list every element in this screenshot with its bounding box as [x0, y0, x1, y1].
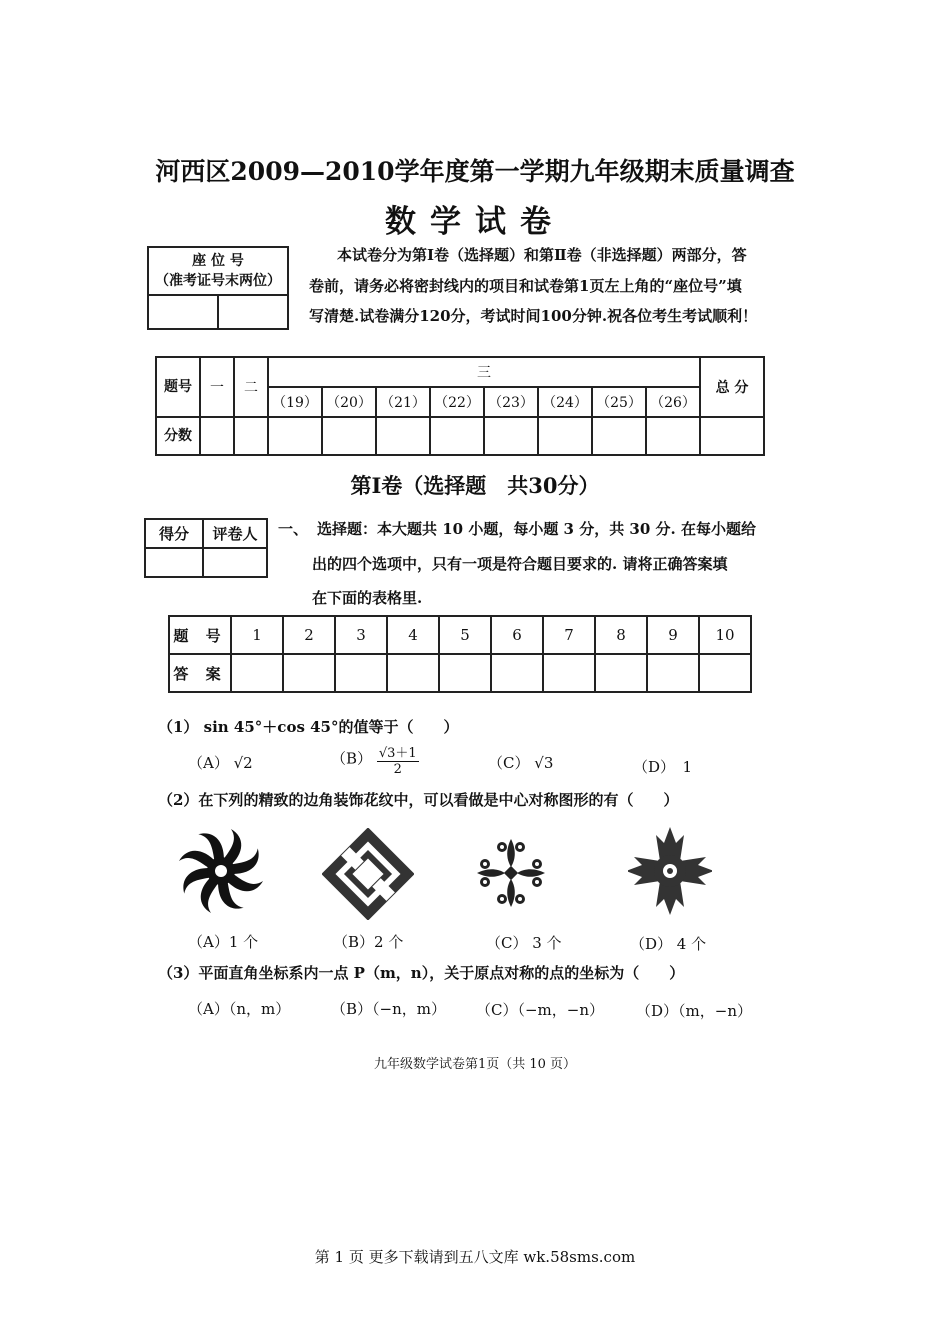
score-cell[interactable] [592, 417, 646, 455]
exam-subtitle: 数学试卷 [385, 204, 565, 240]
score-sub-26: （26） [646, 387, 700, 417]
answer-cell[interactable] [283, 654, 335, 692]
score-cell[interactable] [484, 417, 538, 455]
grader-score-label: 得分 [145, 519, 203, 548]
score-sub-20: （20） [322, 387, 376, 417]
score-sub-22: （22） [430, 387, 484, 417]
figure-a-pinwheel-ornament [178, 826, 264, 916]
option-b-label: （B） [331, 749, 373, 768]
figure-c-fleur-ornament [466, 830, 556, 916]
answer-number: 10 [699, 616, 751, 654]
seat-number-label [148, 247, 288, 295]
score-sub-25: （25） [592, 387, 646, 417]
answer-cell[interactable] [387, 654, 439, 692]
answer-number: 7 [543, 616, 595, 654]
question-3-stem: （3）平面直角坐标系内一点 P（m，n），关于原点对称的点的坐标为（ ） [158, 964, 685, 982]
question-1-option-a [188, 752, 253, 773]
answer-number: 4 [387, 616, 439, 654]
instruction-line-3: 在下面的表格里. [312, 589, 423, 607]
option-c-value: √3 [534, 754, 554, 772]
section-heading: 第Ⅰ卷（选择题 共30分） [350, 473, 600, 498]
answer-cell[interactable] [647, 654, 699, 692]
answer-number: 8 [595, 616, 647, 654]
page-footer: 九年级数学试卷第1页（共 10 页） [373, 1057, 577, 1072]
answer-cell[interactable] [595, 654, 647, 692]
question-2-stem: （2）在下列的精致的边角装饰花纹中，可以看做是中心对称图形的有（ ） [158, 791, 679, 809]
grader-box [144, 518, 268, 578]
option-a-value: √2 [233, 754, 253, 772]
option-b-denominator: 2 [393, 762, 402, 777]
figure-a-caption: （A）1 个 [188, 933, 259, 951]
answer-cell[interactable] [439, 654, 491, 692]
seat-digit-cell-1[interactable] [148, 295, 218, 329]
option-b-fraction [377, 742, 419, 777]
seat-digit-cell-2[interactable] [218, 295, 288, 329]
answer-cell[interactable] [491, 654, 543, 692]
answer-cell[interactable] [335, 654, 387, 692]
seat-number-box [147, 246, 289, 330]
figure-b-caption: （B）2 个 [333, 933, 404, 951]
question-3-option-a: （A）（n，m） [188, 1000, 291, 1018]
download-note: 第 1 页 更多下载请到五八文库 wk.58sms.com [314, 1248, 636, 1266]
score-header-total: 总 分 [700, 357, 764, 417]
score-sub-23: （23） [484, 387, 538, 417]
score-header-section-3: 三 [268, 357, 700, 387]
score-cell[interactable] [646, 417, 700, 455]
answer-cell[interactable] [231, 654, 283, 692]
question-3-option-c: （C）（−m，−n） [476, 1001, 604, 1019]
seat-number-hint: （准考证号末两位） [155, 273, 281, 289]
question-1-option-b [331, 742, 419, 777]
score-sub-19: （19） [268, 387, 322, 417]
score-cell[interactable] [430, 417, 484, 455]
instruction-line-1: 选择题：本大题共 10 小题，每小题 3 分，共 30 分. 在每小题给 [317, 520, 756, 538]
figure-b-knot-ornament [322, 828, 414, 920]
score-cell[interactable] [322, 417, 376, 455]
score-cell[interactable] [538, 417, 592, 455]
answer-table [168, 615, 752, 693]
question-3-option-b: （B）（−n，m） [331, 1000, 446, 1018]
score-cell[interactable] [234, 417, 268, 455]
answer-number: 2 [283, 616, 335, 654]
intro-line-2: 卷前，请务必将密封线内的项目和试卷第1页左上角的“座位号”填 [309, 277, 742, 295]
answer-cell[interactable] [543, 654, 595, 692]
instruction-line-2: 出的四个选项中，只有一项是符合题目要求的. 请将正确答案填 [312, 555, 728, 573]
instruction-number: 一、 [278, 520, 309, 538]
question-1-option-d: （D） 1 [633, 758, 693, 776]
option-a-label: （A） [188, 754, 229, 772]
figure-c-caption: （C） 3 个 [486, 934, 562, 952]
exam-title: 河西区2009—2010学年度第一学期九年级期末质量调查 [155, 157, 795, 186]
score-header-section-2: 二 [234, 357, 268, 417]
answer-table-header-label: 题 号 [169, 616, 231, 654]
score-cell[interactable] [268, 417, 322, 455]
score-table [155, 356, 765, 456]
grader-person-label: 评卷人 [203, 519, 267, 548]
score-row-label-question: 题号 [156, 357, 200, 417]
answer-table-answer-label: 答 案 [169, 654, 231, 692]
score-sub-21: （21） [376, 387, 430, 417]
score-header-section-1: 一 [200, 357, 234, 417]
question-1-option-c [488, 752, 553, 773]
answer-number: 5 [439, 616, 491, 654]
seat-number-title: 座 位 号 [192, 253, 244, 269]
figure-d-flower-ornament [628, 824, 712, 918]
option-c-label: （C） [488, 754, 530, 772]
score-cell[interactable] [376, 417, 430, 455]
question-3-option-d: （D）（m，−n） [636, 1002, 752, 1020]
answer-number: 6 [491, 616, 543, 654]
option-b-numerator: √3＋1 [377, 742, 419, 762]
answer-number: 1 [231, 616, 283, 654]
grader-score-cell[interactable] [145, 548, 203, 577]
answer-number: 9 [647, 616, 699, 654]
figure-d-caption: （D） 4 个 [630, 935, 707, 953]
intro-line-3: 写清楚.试卷满分120分，考试时间100分钟.祝各位考生考试顺利！ [309, 307, 758, 325]
score-sub-24: （24） [538, 387, 592, 417]
score-cell[interactable] [200, 417, 234, 455]
answer-number: 3 [335, 616, 387, 654]
score-cell-total[interactable] [700, 417, 764, 455]
score-row-label-score: 分数 [156, 417, 200, 455]
intro-line-1: 本试卷分为第Ⅰ卷（选择题）和第Ⅱ卷（非选择题）两部分，答 [337, 246, 747, 264]
answer-cell[interactable] [699, 654, 751, 692]
grader-person-cell[interactable] [203, 548, 267, 577]
question-1-stem: （1） sin 45°＋cos 45°的值等于（ ） [158, 718, 459, 736]
